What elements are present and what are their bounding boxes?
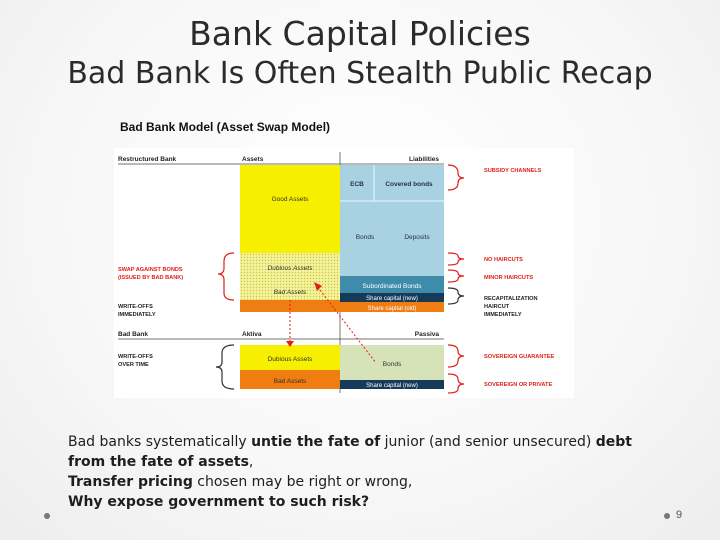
no-haircuts-label: NO HAIRCUTS bbox=[484, 257, 523, 263]
body-line-1-debt: debt bbox=[595, 434, 632, 450]
bb-share-capital-label: Share capital (new) bbox=[366, 383, 418, 389]
body-text bbox=[68, 432, 688, 512]
body-line-1 bbox=[68, 432, 688, 452]
sovereign-guarantee-label: SOVEREIGN GUARANTEE bbox=[484, 354, 555, 360]
writeoffs-label-1: WRITE-OFFS bbox=[118, 304, 153, 310]
bad-bank-diagram bbox=[114, 148, 574, 398]
slide-subtitle: Bad Bank Is Often Stealth Public Recap bbox=[67, 56, 653, 91]
page-number: 9 bbox=[676, 509, 683, 521]
haircut-label: HAIRCUT bbox=[484, 304, 510, 310]
body-line-3-emphasis: Transfer pricing bbox=[68, 474, 193, 490]
passiva-header: Passiva bbox=[414, 331, 439, 338]
slide-title: Bank Capital Policies bbox=[189, 14, 531, 53]
body-line-1-emphasis: untie the fate of bbox=[251, 434, 381, 450]
bonds-label: Bonds bbox=[355, 234, 375, 241]
body-line-1-a: Bad banks systematically bbox=[68, 434, 252, 450]
assets-header: Assets bbox=[242, 156, 264, 163]
body-line-3-text: chosen may be right or wrong, bbox=[192, 474, 413, 490]
good-assets-block bbox=[240, 165, 340, 253]
bad-bank-header: Bad Bank bbox=[118, 331, 148, 338]
minor-haircuts-label: MINOR HAIRCUTS bbox=[484, 275, 534, 281]
restructured-bank-header: Restructured Bank bbox=[118, 156, 177, 163]
subordinated-bonds-label: Subordinated Bonds bbox=[362, 283, 422, 290]
sovereign-or-private-label: SOVEREIGN OR PRIVATE bbox=[484, 382, 553, 388]
deposits-label: Deposits bbox=[404, 234, 430, 241]
body-line-2-end: , bbox=[248, 454, 254, 470]
body-line-3 bbox=[68, 472, 688, 492]
subsidy-channels-label: SUBSIDY CHANNELS bbox=[484, 168, 542, 174]
aktiva-header: Aktiva bbox=[242, 331, 262, 338]
decorative-bullet-left bbox=[44, 513, 50, 519]
ecb-label: ECB bbox=[350, 181, 364, 188]
body-line-2 bbox=[68, 452, 688, 472]
recapitalization-label: RECAPITALIZATION bbox=[484, 296, 538, 302]
good-assets-label: Good Assets bbox=[271, 196, 309, 203]
bb-dubious-assets-label: Dubious Assets bbox=[267, 356, 313, 363]
share-capital-old-label: Share capital (old) bbox=[367, 306, 417, 312]
share-capital-new-label: Share capital (new) bbox=[366, 296, 418, 302]
liabilities-header: Liabilities bbox=[409, 156, 439, 163]
writeoffs-label-2: IMMEDIATELY bbox=[118, 312, 156, 318]
immediately-label: IMMEDIATELY bbox=[484, 312, 522, 318]
covered-bonds-label: Covered bonds bbox=[385, 181, 433, 188]
bb-bad-assets-label: Bad Assets bbox=[273, 378, 307, 385]
dubious-assets-label: Dubious Assets bbox=[267, 265, 313, 272]
bb-bonds-label: Bonds bbox=[382, 361, 402, 368]
writeoffs-time-label-2: OVER TIME bbox=[118, 362, 149, 368]
writeoffs-time-label-1: WRITE-OFFS bbox=[118, 354, 153, 360]
decorative-bullet-right bbox=[664, 513, 670, 519]
diagram-caption: Bad Bank Model (Asset Swap Model) bbox=[120, 120, 331, 134]
body-line-1-c: junior (and senior unsecured) bbox=[380, 434, 596, 450]
swap-label-2: (ISSUED BY BAD BANK) bbox=[118, 275, 184, 281]
body-line-2-text: from the fate of assets bbox=[68, 454, 249, 470]
swap-label-1: SWAP AGAINST BONDS bbox=[118, 267, 183, 273]
bad-assets-label: Bad Assets bbox=[273, 289, 307, 296]
body-line-4: Why expose government to such risk? bbox=[68, 494, 370, 510]
